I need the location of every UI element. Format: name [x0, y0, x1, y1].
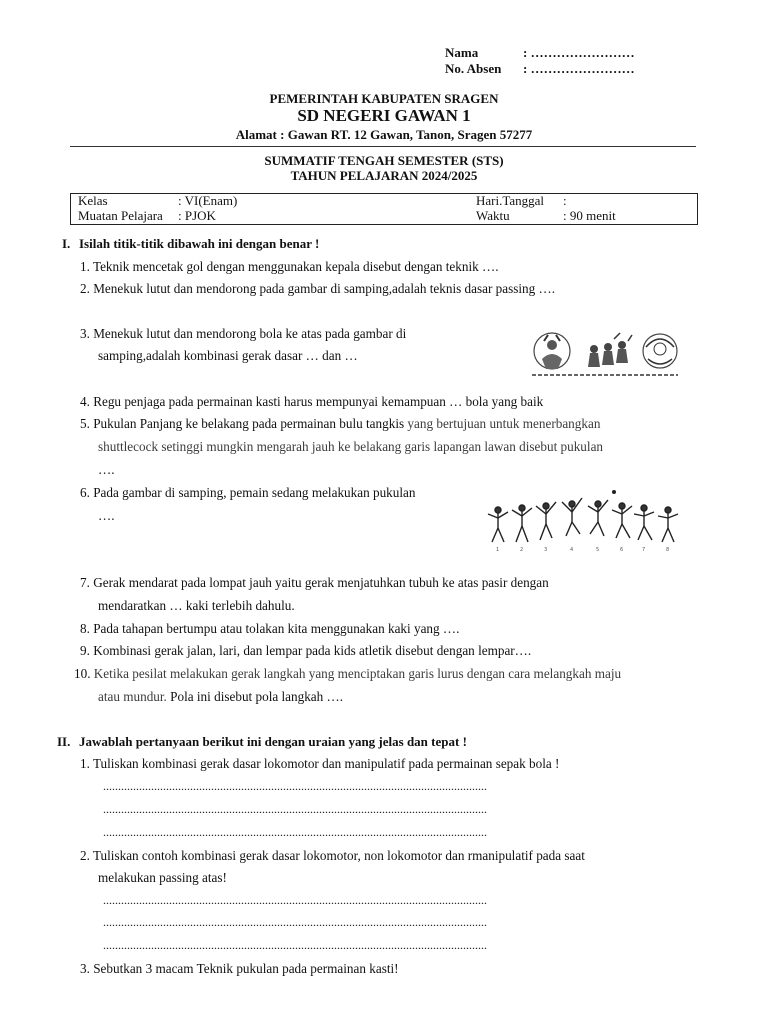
absen-field[interactable]: : ……………………	[523, 61, 635, 76]
essay-question-1: 1. Tuliskan kombinasi gerak dasar lokomotor dan manipulatif pada permainan sepak bola !	[80, 756, 560, 771]
sequence-number: 2	[520, 547, 524, 553]
answer-line[interactable]: ................................................................................................................................	[103, 802, 487, 816]
hari-tanggal-value: :	[563, 193, 567, 208]
answer-line[interactable]: ................................................................................................................................	[103, 893, 487, 907]
muatan-label: Muatan Pelajara	[78, 208, 163, 223]
question-1: 1. Teknik mencetak gol dengan menggunakan kepala disebut dengan teknik ….	[80, 259, 499, 274]
kelas-label: Kelas	[78, 193, 108, 208]
government-heading: PEMERINTAH KABUPATEN SRAGEN	[269, 91, 499, 106]
question-4: 4. Regu penjaga pada permainan kasti harus mempunyai kemampuan … bola yang baik	[80, 394, 544, 409]
question-2: 2. Menekuk lutut dan mendorong pada gambar di samping,adalah teknis dasar passing ….	[80, 281, 556, 296]
school-name: SD NEGERI GAWAN 1	[297, 106, 471, 125]
sequence-number: 7	[642, 547, 646, 553]
name-label: Nama	[445, 45, 479, 60]
essay-question-2-line1: 2. Tuliskan contoh kombinasi gerak dasar lokomotor, non lokomotor dan rmanipulatif pada saat	[80, 848, 585, 863]
header-divider	[70, 146, 696, 147]
section2-title: Jawablah pertanyaan berikut ini dengan uraian yang jelas dan tepat !	[79, 734, 467, 749]
sequence-number: 6	[620, 547, 624, 553]
sequence-number: 4	[570, 547, 574, 553]
sequence-number: 8	[666, 547, 670, 553]
question-7-line2: mendaratkan … kaki terlebih dahulu.	[98, 598, 295, 613]
absen-label: No. Absen	[445, 61, 502, 76]
question-5-line3: ….	[98, 462, 115, 477]
sequence-number: 3	[544, 547, 548, 553]
section1-number: I.	[62, 236, 71, 251]
question-10-line1: 10. Ketika pesilat melakukan gerak langkah yang menciptakan garis lurus dengan cara melangkah maju	[74, 666, 622, 681]
exam-title: SUMMATIF TENGAH SEMESTER (STS)	[264, 153, 504, 168]
volleyball-passing-icon	[528, 325, 684, 381]
question-10-line2: atau mundur. Pola ini disebut pola langkah ….	[98, 689, 344, 704]
waktu-label: Waktu	[476, 208, 510, 223]
kelas-value: : VI(Enam)	[178, 193, 238, 208]
name-field[interactable]: : ……………………	[523, 45, 635, 60]
answer-line[interactable]: ................................................................................................................................	[103, 825, 487, 839]
answer-line[interactable]: ................................................................................................................................	[103, 779, 487, 793]
question-5-line2: shuttlecock setinggi mungkin mengarah jauh ke belakang garis lapangan lawan disebut pukulan	[98, 439, 604, 454]
question-3-line2: samping,adalah kombinasi gerak dasar … dan …	[98, 348, 358, 363]
section2-number: II.	[57, 734, 71, 749]
question-5-line1: 5. Pukulan Panjang ke belakang pada permainan bulu tangkis yang bertujuan untuk menerbangkan	[80, 416, 601, 431]
question-6-line1: 6. Pada gambar di samping, pemain sedang melakukan pukulan	[80, 485, 416, 500]
question-9: 9. Kombinasi gerak jalan, lari, dan lempar pada kids atletik disebut dengan lempar….	[80, 643, 532, 658]
waktu-value: : 90 menit	[563, 208, 616, 223]
badminton-smash-sequence-icon	[484, 488, 688, 554]
question-6-line2: ….	[98, 508, 115, 523]
answer-line[interactable]: ................................................................................................................................	[103, 915, 487, 929]
question-7-line1: 7. Gerak mendarat pada lompat jauh yaitu gerak menjatuhkan tubuh ke atas pasir dengan	[80, 575, 549, 590]
muatan-value: : PJOK	[178, 208, 216, 223]
question-8: 8. Pada tahapan bertumpu atau tolakan kita menggunakan kaki yang ….	[80, 621, 460, 636]
section1-title: Isilah titik-titik dibawah ini dengan benar !	[79, 236, 320, 251]
answer-line[interactable]: ................................................................................................................................	[103, 938, 487, 952]
academic-year: TAHUN PELAJARAN 2024/2025	[290, 168, 478, 183]
school-address: Alamat : Gawan RT. 12 Gawan, Tanon, Sragen 57277	[235, 127, 533, 142]
sequence-number: 1	[496, 547, 500, 553]
question-3-line1: 3. Menekuk lutut dan mendorong bola ke atas pada gambar di	[80, 326, 407, 341]
hari-tanggal-label: Hari.Tanggal	[476, 193, 545, 208]
sequence-number: 5	[596, 547, 600, 553]
essay-question-3: 3. Sebutkan 3 macam Teknik pukulan pada permainan kasti!	[80, 961, 399, 976]
essay-question-2-line2: melakukan passing atas!	[98, 870, 227, 885]
